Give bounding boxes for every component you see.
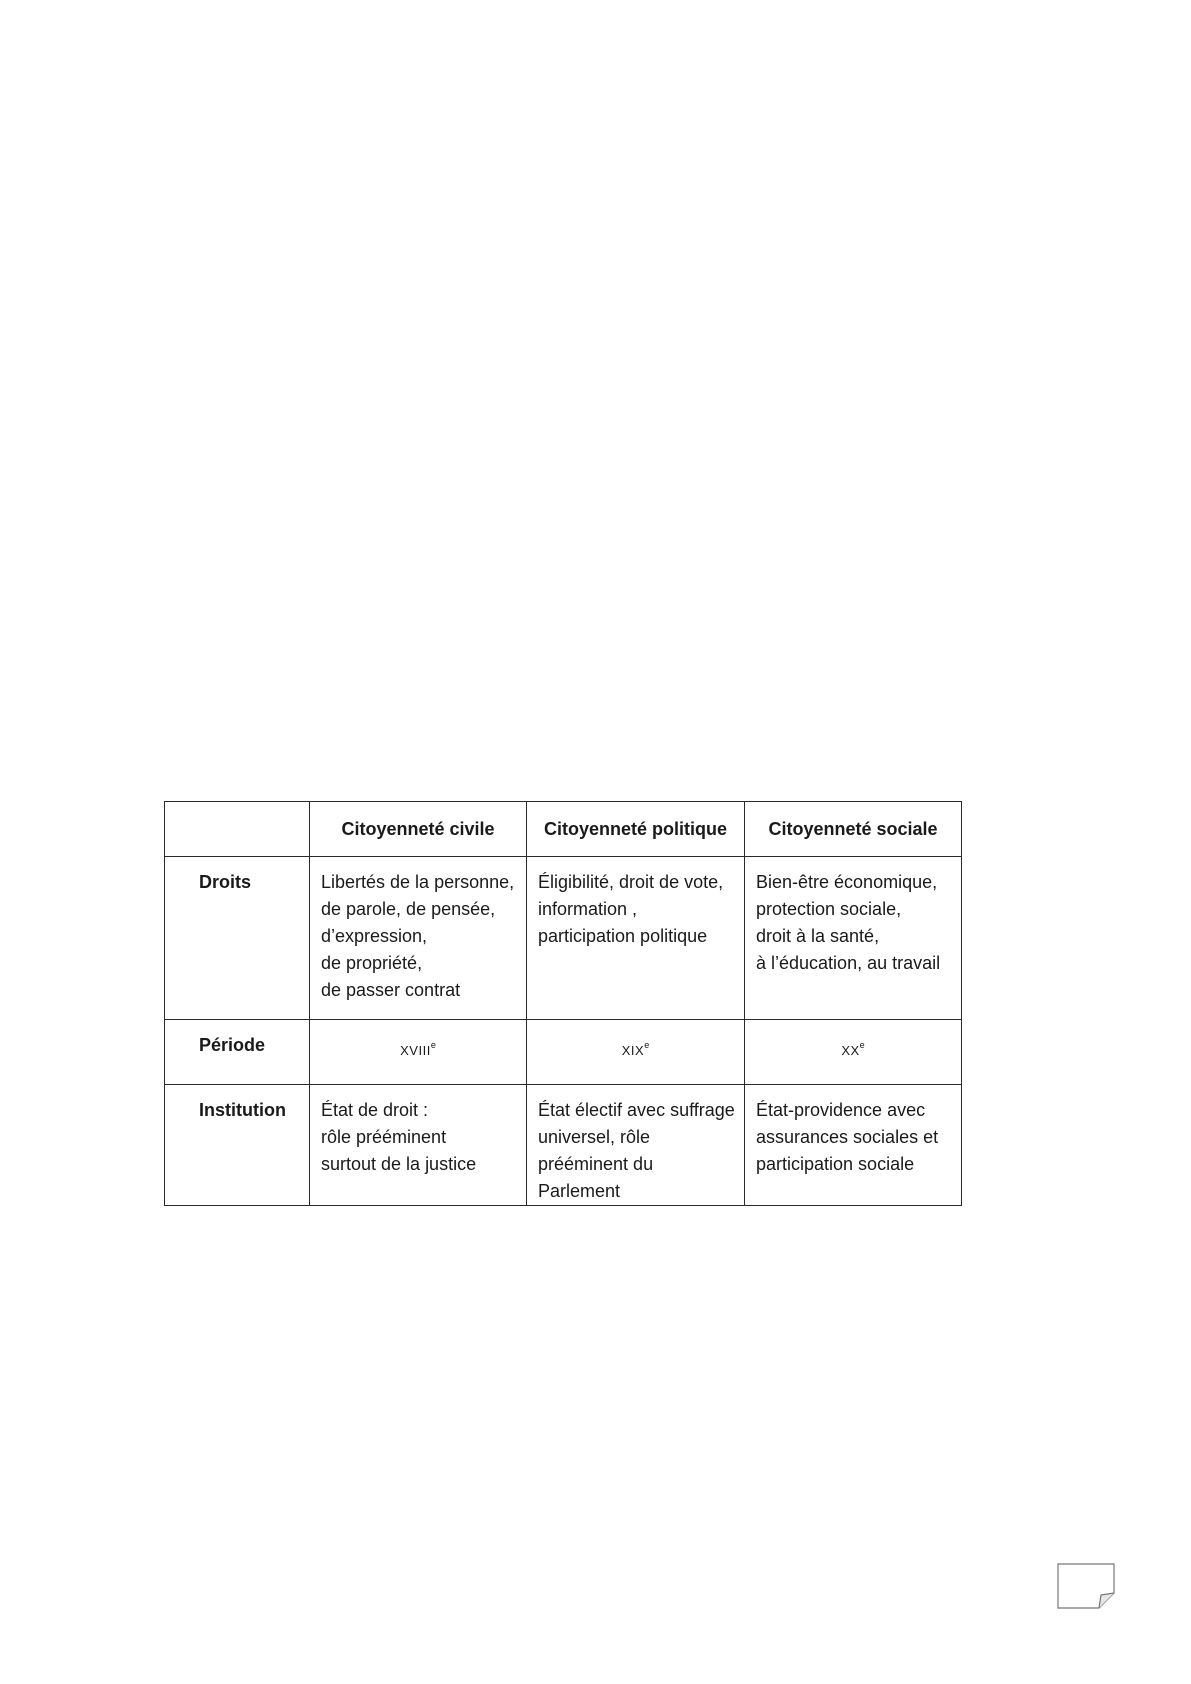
period-value-civile: xviii [400, 1039, 431, 1059]
cell-periode-politique [527, 1020, 745, 1085]
page-curl-icon [1057, 1563, 1115, 1609]
citizenship-comparison-table [164, 801, 962, 1206]
header-empty-cell [165, 802, 310, 857]
row-label-droits: Droits [165, 857, 310, 1020]
row-label-institution: Institution [165, 1085, 310, 1206]
period-value-sociale: xx [841, 1039, 860, 1059]
period-suffix: e [859, 1040, 865, 1050]
cell-institution-civile: État de droit : rôle prééminent surtout de la justice [310, 1085, 527, 1206]
cell-droits-civile: Libertés de la personne, de parole, de pensée, d’expression, de propriété, de passer contrat [310, 857, 527, 1020]
table-header-row [165, 802, 962, 857]
table-row-droits [165, 857, 962, 1020]
cell-institution-politique: État électif avec suffrage universel, rôle prééminent du Parlement [527, 1085, 745, 1206]
period-suffix: e [644, 1040, 650, 1050]
period-suffix: e [430, 1040, 436, 1050]
table-row-periode [165, 1020, 962, 1085]
row-label-periode: Période [165, 1020, 310, 1085]
cell-droits-sociale: Bien-être économique, protection sociale, droit à la santé, à l’éducation, au travail [745, 857, 962, 1020]
cell-institution-sociale: État-providence avec assurances sociales et participation sociale [745, 1085, 962, 1206]
cell-droits-politique: Éligibilité, droit de vote, information , participation politique [527, 857, 745, 1020]
header-civile: Citoyenneté civile [310, 802, 527, 857]
cell-periode-civile [310, 1020, 527, 1085]
header-sociale: Citoyenneté sociale [745, 802, 962, 857]
table-row-institution [165, 1085, 962, 1206]
header-politique: Citoyenneté politique [527, 802, 745, 857]
period-value-politique: xix [621, 1039, 645, 1059]
cell-periode-sociale [745, 1020, 962, 1085]
